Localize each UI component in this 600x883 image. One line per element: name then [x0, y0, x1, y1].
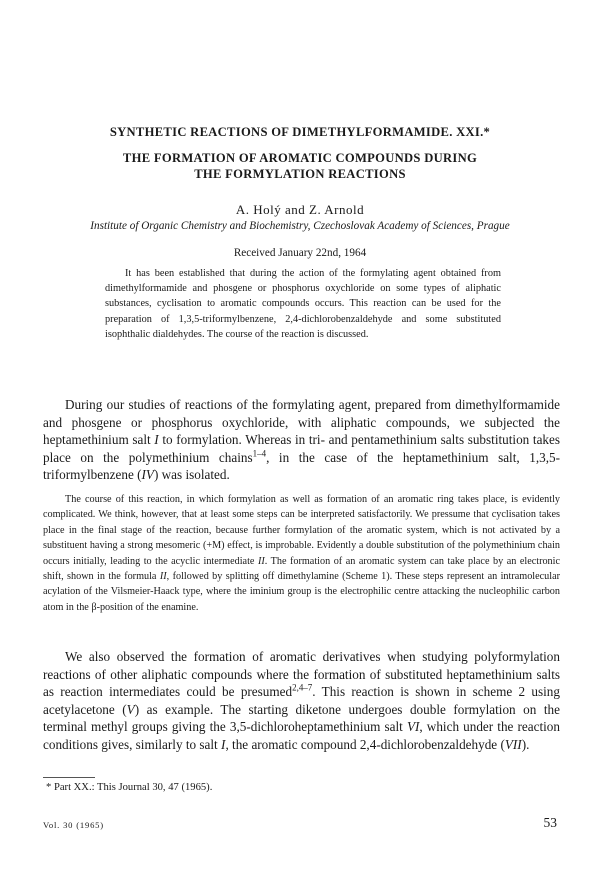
text-segment: , the aromatic compound 2,4-dichlorobenzaldehyde (: [225, 736, 505, 752]
compound-label: II: [159, 571, 167, 583]
body-paragraph-2: [43, 492, 560, 615]
body-paragraph-3: [43, 648, 560, 754]
body-paragraph-1: [43, 396, 560, 484]
text-segment: The course of this reaction, in which formylation as well as formation of an aromatic ring takes place, is evidently complicated. We think, however, that at least some steps can be interpreted satisfactorily. We pressume that cyclisation takes place in the final stage of the reaction, because further formylation of the aromatic system, which is not activated by a substituent having a strong mesomeric (+M) effect, is improbable. Evidently a double substitution of the polymethinium chain occurs initially, leading to the acyclic intermediate: [43, 494, 560, 567]
footnote: * Part XX.: This Journal 30, 47 (1965).: [46, 782, 213, 793]
compound-label: I: [154, 432, 159, 448]
text-segment: We also observed the formation of aromatic derivatives when studying polyformylation reactions of other aliphatic compounds where the formation of substituted heptamethinium salts as reaction intermediates could be presumed: [43, 649, 560, 700]
text-segment: . This reaction is shown in scheme 2 using acetylacetone (: [43, 684, 560, 717]
compound-label: VII: [504, 736, 522, 752]
title-line-3: THE FORMYLATION REACTIONS: [194, 167, 406, 181]
text-segment: ).: [521, 736, 530, 752]
compound-label: V: [126, 701, 135, 717]
compound-label: VI: [406, 719, 420, 735]
compound-label: II: [257, 555, 265, 567]
page-number: 53: [543, 815, 557, 830]
abstract: It has been established that during the action of the formylating agent obtained from dimethylformamide and phosgene or phosphorus oxychloride on some types of aliphatic substances, cyclisation to aromatic compounds occurs. This reaction can be used for the preparation of 1,3,5-triformylbenzene, 2,4-dichlorobenzaldehyde and some substituted isophthalic dialdehydes. The course of the reaction is discussed.: [105, 268, 501, 340]
reference-superscript: 1–4: [252, 448, 267, 459]
volume-footer: Vol. 30 (1965): [43, 820, 104, 830]
text-segment: , followed by splitting off dimethylamine (Scheme 1). These steps represent an intramolecular acylation of the Vilsmeier-Haack type, where the iminium group is the electrophilic centre attacking the nucleophilic carbon atom in the β-position of the enamine.: [43, 571, 561, 613]
article-subtitle: [40, 150, 560, 182]
text-segment: , which under the reaction conditions gives, similarly to salt: [43, 719, 560, 752]
compound-label: I: [221, 736, 226, 752]
reference-superscript: 2,4–7: [292, 682, 313, 693]
text-segment: , in the case of the heptamethinium salt, 1,3,5-triformylbenzene (: [43, 449, 560, 483]
text-segment: ) as example. The starting diketone undergoes double formylation on the terminal methyl groups giving the 3,5-dichloroheptamethinium salt: [43, 701, 561, 735]
text-segment: During our studies of reactions of the formylating agent, prepared from dimethylformamide and phosgene or phosphorus oxychloride, with aliphatic compounds, we subjected the heptamethinium salt: [43, 397, 560, 448]
affiliation: Institute of Organic Chemistry and Biochemistry, Czechoslovak Academy of Sciences, Prague: [90, 220, 510, 232]
text-segment: ) was isolated.: [153, 467, 230, 483]
title-line-1: SYNTHETIC REACTIONS OF DIMETHYLFORMAMIDE. XXI.*: [109, 125, 491, 139]
text-segment: . The formation of an aromatic system can take place by an electronic shift, shown in the formula: [43, 555, 561, 583]
authors: A. Holý and Z. Arnold: [235, 202, 365, 217]
title-line-2: THE FORMATION OF AROMATIC COMPOUNDS DURING: [122, 151, 478, 165]
text-segment: to formylation. Whereas in tri- and pentamethinium salts substitution takes place on the polymethinium chains: [43, 432, 560, 465]
received-date: Received January 22nd, 1964: [233, 247, 367, 259]
footnote-divider: [43, 777, 95, 778]
article-title: [40, 124, 560, 140]
compound-label: IV: [141, 467, 154, 483]
